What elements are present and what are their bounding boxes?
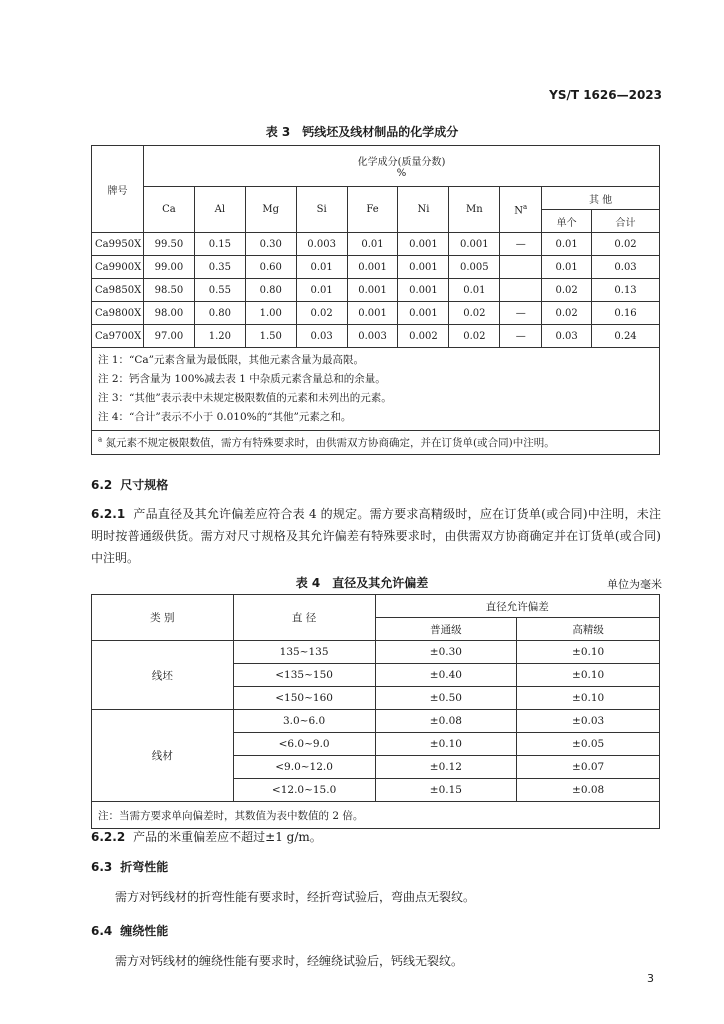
- brand-cell: Ca9800X: [92, 302, 144, 325]
- table-row: [92, 279, 660, 302]
- value-cell: 0.35: [194, 256, 245, 279]
- value-cell: 0.80: [245, 279, 296, 302]
- tolerance-cell: ±0.30: [375, 641, 517, 664]
- tolerance-cell: ±0.10: [517, 687, 660, 710]
- table-row: [92, 710, 660, 733]
- diameter-cell: <135~150: [233, 664, 375, 687]
- category-cell: 线坯: [92, 641, 234, 710]
- chem-composition-header: 化学成分(质量分数) %: [143, 146, 659, 187]
- section-6-3-heading: 6.3 折弯性能: [91, 860, 169, 874]
- page-number: 3: [647, 972, 654, 985]
- table4-unit: 单位为毫米: [607, 578, 662, 591]
- table-row: [92, 325, 660, 348]
- value-cell: 1.20: [194, 325, 245, 348]
- value-cell: 0.001: [347, 302, 398, 325]
- table-row: [92, 233, 660, 256]
- section-6-4-heading: 6.4 缠绕性能: [91, 924, 169, 938]
- brand-cell: Ca9850X: [92, 279, 144, 302]
- value-cell: 0.001: [449, 233, 500, 256]
- value-cell: 0.55: [194, 279, 245, 302]
- value-cell: 1.50: [245, 325, 296, 348]
- clause-6-2-2: 6.2.2 产品的米重偏差应不超过±1 g/m。: [91, 830, 322, 844]
- diameter-cell: <12.0~15.0: [233, 779, 375, 802]
- table3-caption: 表 3 钙线坯及线材制品的化学成分: [265, 125, 459, 139]
- tolerance-cell: ±0.40: [375, 664, 517, 687]
- diameter-tolerance-table: [91, 594, 660, 829]
- section-6-3-text: 需方对钙线材的折弯性能有要求时，经折弯试验后，弯曲点无裂纹。: [115, 890, 476, 904]
- value-cell: 0.60: [245, 256, 296, 279]
- element-header: Ni: [398, 187, 449, 233]
- tolerance-cell: ±0.12: [375, 756, 517, 779]
- tolerance-cell: ±0.50: [375, 687, 517, 710]
- diameter-cell: <6.0~9.0: [233, 733, 375, 756]
- table3-notes: 注 1：“Ca”元素含量为最低限，其他元素含量为最高限。 注 2：钙含量为 100%减去表 1 中杂质元素含量总和的余量。 注 3：“其他”表示表中未规定极限数值的元素和未列出的元素。 注 4：“合计”表示不小于 0.010%的“其他”元素之和。: [92, 348, 660, 431]
- element-header: Fe: [347, 187, 398, 233]
- value-cell: 0.01: [347, 233, 398, 256]
- other-single-header: 单个: [542, 210, 592, 233]
- table-row: [92, 256, 660, 279]
- value-cell: [500, 279, 542, 302]
- value-cell: 0.001: [398, 302, 449, 325]
- value-cell: 0.02: [449, 325, 500, 348]
- element-header: Mn: [449, 187, 500, 233]
- value-cell: 0.01: [542, 256, 592, 279]
- diameter-cell: <9.0~12.0: [233, 756, 375, 779]
- clause-6-2-1: 6.2.1 产品直径及其允许偏差应符合表 4 的规定。需方要求高精级时，应在订货单(或合同)中注明，未注明时按普通级供货。需方对尺寸规格及其允许偏差有特殊要求时，由供需双方协商确定并在订货单(或合同)中注明。: [91, 507, 661, 565]
- value-cell: 0.02: [542, 302, 592, 325]
- normal-grade-header: 普通级: [375, 618, 517, 641]
- value-cell: —: [500, 233, 542, 256]
- value-cell: 0.01: [449, 279, 500, 302]
- value-cell: 0.13: [592, 279, 660, 302]
- value-cell: 0.03: [542, 325, 592, 348]
- value-cell: 0.001: [398, 256, 449, 279]
- value-cell: [500, 256, 542, 279]
- other-header: 其 他: [542, 187, 660, 210]
- table-row: [92, 641, 660, 664]
- tolerance-cell: ±0.10: [375, 733, 517, 756]
- value-cell: 97.00: [143, 325, 194, 348]
- brand-header: 牌号: [92, 146, 144, 233]
- value-cell: 99.00: [143, 256, 194, 279]
- diameter-header: 直 径: [233, 595, 375, 641]
- table3-footnote: $^a$ 氮元素不规定极限数值，需方有特殊要求时，由供需双方协商确定，并在订货单(或合同)中注明。: [92, 431, 660, 455]
- value-cell: 0.002: [398, 325, 449, 348]
- diameter-cell: <150~160: [233, 687, 375, 710]
- element-header: Si: [296, 187, 347, 233]
- brand-cell: Ca9700X: [92, 325, 144, 348]
- value-cell: 0.001: [398, 279, 449, 302]
- value-cell: 0.80: [194, 302, 245, 325]
- value-cell: 0.16: [592, 302, 660, 325]
- value-cell: 0.02: [296, 302, 347, 325]
- value-cell: 99.50: [143, 233, 194, 256]
- tolerance-cell: ±0.07: [517, 756, 660, 779]
- value-cell: 98.50: [143, 279, 194, 302]
- value-cell: 0.003: [347, 325, 398, 348]
- section-6-2-heading: 6.2 尺寸规格: [91, 478, 169, 492]
- table4-caption: 表 4 直径及其允许偏差: [295, 576, 429, 590]
- tolerance-header: 直径允许偏差: [375, 595, 660, 618]
- value-cell: —: [500, 302, 542, 325]
- value-cell: 0.005: [449, 256, 500, 279]
- value-cell: 0.003: [296, 233, 347, 256]
- tolerance-cell: ±0.05: [517, 733, 660, 756]
- value-cell: 0.02: [449, 302, 500, 325]
- tolerance-cell: ±0.10: [517, 664, 660, 687]
- tolerance-cell: ±0.15: [375, 779, 517, 802]
- value-cell: 0.30: [245, 233, 296, 256]
- table-row: [92, 302, 660, 325]
- table4-note: 注：当需方要求单向偏差时，其数值为表中数值的 2 倍。: [92, 802, 660, 829]
- element-header: Mg: [245, 187, 296, 233]
- brand-cell: Ca9950X: [92, 233, 144, 256]
- diameter-cell: 3.0~6.0: [233, 710, 375, 733]
- brand-cell: Ca9900X: [92, 256, 144, 279]
- category-header: 类 别: [92, 595, 234, 641]
- standard-code: YS/T 1626—2023: [549, 88, 662, 102]
- other-total-header: 合计: [592, 210, 660, 233]
- value-cell: 0.001: [398, 233, 449, 256]
- value-cell: 1.00: [245, 302, 296, 325]
- value-cell: —: [500, 325, 542, 348]
- tolerance-cell: ±0.08: [375, 710, 517, 733]
- value-cell: 0.02: [592, 233, 660, 256]
- element-header-nitrogen: $N^a$: [500, 187, 542, 233]
- value-cell: 0.03: [592, 256, 660, 279]
- value-cell: 98.00: [143, 302, 194, 325]
- tolerance-cell: ±0.08: [517, 779, 660, 802]
- diameter-cell: 135~135: [233, 641, 375, 664]
- value-cell: 0.01: [296, 279, 347, 302]
- element-header: Al: [194, 187, 245, 233]
- value-cell: 0.001: [347, 256, 398, 279]
- value-cell: 0.02: [542, 279, 592, 302]
- value-cell: 0.15: [194, 233, 245, 256]
- high-grade-header: 高精级: [517, 618, 660, 641]
- section-6-4-text: 需方对钙线材的缠绕性能有要求时，经缠绕试验后，钙线无裂纹。: [115, 954, 464, 968]
- element-header: Ca: [143, 187, 194, 233]
- tolerance-cell: ±0.10: [517, 641, 660, 664]
- chemical-composition-table: [91, 145, 660, 455]
- value-cell: 0.24: [592, 325, 660, 348]
- value-cell: 0.01: [296, 256, 347, 279]
- category-cell: 线材: [92, 710, 234, 802]
- value-cell: 0.01: [542, 233, 592, 256]
- value-cell: 0.001: [347, 279, 398, 302]
- value-cell: 0.03: [296, 325, 347, 348]
- tolerance-cell: ±0.03: [517, 710, 660, 733]
